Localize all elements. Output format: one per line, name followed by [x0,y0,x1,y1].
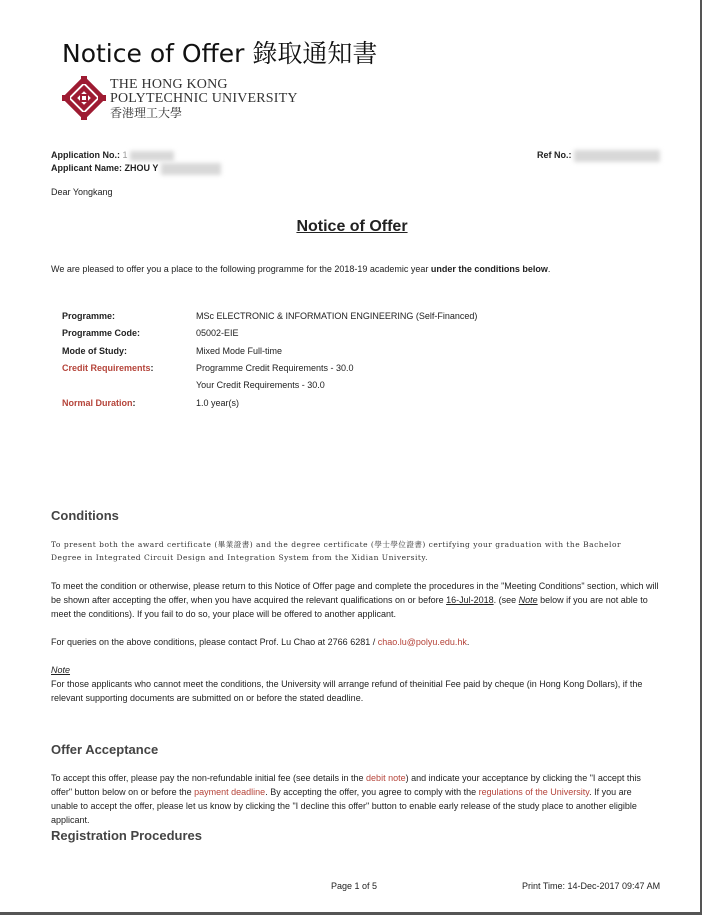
contact-email-link[interactable]: chao.lu@polyu.edu.hk [377,637,467,647]
regulations-link[interactable]: regulations of the University [478,787,590,797]
application-no-value: 1 [122,150,128,160]
intro-end: . [547,264,551,274]
normal-duration-value: 1.0 year(s) [196,398,240,408]
programme-value: MSc ELECTRONIC & INFORMATION ENGINEERING (Self-Financed) [196,311,478,321]
polyu-logo [62,76,106,120]
intro-bold: under the conditions below [430,264,548,274]
duration-colon: : [132,398,136,408]
offer-text-4: . If you are unable to accept the offer, please let us know by clicking the "I decline this offer" button to enable early release of the study place to another eligible applicant. [51,787,637,825]
conditions-text [51,538,671,564]
p1-text-c: below if you are not able to meet the conditions). If you fail to do so, your place will be offered to another applicant. [51,595,648,619]
applicant-name-value: ZHOU Y [124,163,159,173]
document-title: Notice of Offer 錄取通知書 [62,39,378,68]
conditions-heading: Conditions [51,508,119,523]
mode-of-study-value: Mixed Mode Full-time [196,346,283,356]
applicant-name [51,162,221,175]
redacted-block [574,150,660,162]
mode-of-study-label: Mode of Study: [62,346,127,356]
print-time: Print Time: 14-Dec-2017 09:47 AM [522,881,661,891]
offer-text-3: . By accepting the offer, you agree to comply with the [265,787,479,797]
university-name-line2: POLYTECHNIC UNIVERSITY [110,91,298,106]
credit-colon: : [150,363,154,373]
condition-deadline: 16-Jul-2018 [446,595,494,605]
payment-deadline-link[interactable]: payment deadline [194,787,266,797]
note-reference: Note [518,595,538,605]
normal-duration-label[interactable] [62,398,136,408]
greeting: Dear Yongkang [51,187,113,197]
redacted-block [161,163,221,175]
conditions-line1: To present both the award certificate (畢業證書) and the degree certificate (學士學位證書) certifying your graduation with the Bachelor [51,540,622,549]
redacted-block [130,151,174,161]
offer-acceptance-heading: Offer Acceptance [51,742,159,757]
meeting-conditions-paragraph [51,579,661,621]
notice-heading [0,218,704,236]
applicant-name-label: Applicant Name: [51,163,123,173]
note-text: For those applicants who cannot meet the conditions, the University will arrange refund of theinitial Fee paid by cheque (in Hong Kong Dollars), if the relevant supporting documents are submitted on or before the stated deadline. [51,679,643,703]
university-name [110,78,298,120]
application-no-label: Application No.: [51,150,120,160]
notice-heading-text: Notice of Offer [296,218,408,235]
university-name-chinese: 香港理工大學 [110,106,183,120]
debit-note-link[interactable]: debit note [366,773,406,783]
university-name-line1: THE HONG KONG [110,77,228,92]
registration-heading: Registration Procedures [51,828,202,843]
intro-paragraph [51,263,550,275]
conditions-line2: Degree in Integrated Circuit Design and Integration System from the Xidian University. [51,553,428,562]
offer-text-1: To accept this offer, please pay the non-refundable initial fee (see details in the [51,773,367,783]
p2-text-a: For queries on the above conditions, please contact Prof. Lu Chao at 2766 6281 / [51,637,378,647]
your-credit-value: Your Credit Requirements - 30.0 [196,380,325,390]
normal-duration-link[interactable]: Normal Duration [62,398,133,408]
credit-requirements-label[interactable] [62,363,154,373]
ref-no-label: Ref No.: [537,150,572,160]
offer-text-2: ) and indicate your acceptance by clicking the "I accept this offer" button below on or before the [51,773,641,797]
page-number: Page 1 of 5 [331,881,378,891]
p1-text-a: To meet the condition or otherwise, please return to this Notice of Offer page and complete the procedures in the "Meeting Conditions" section, which will be shown after accepting the offer, when you have acquired the relevant qualifications on or before [51,581,659,605]
offer-acceptance-paragraph [51,771,661,827]
p2-text-b: . [466,637,470,647]
programme-credit-value: Programme Credit Requirements - 30.0 [196,363,354,373]
programme-label: Programme: [62,311,116,321]
note-label: Note [51,665,71,675]
ref-no [537,149,660,162]
programme-code-label: Programme Code: [62,328,141,338]
p1-text-b: . (see [493,595,519,605]
programme-code-value: 05002-EIE [196,328,239,338]
application-no [51,149,174,161]
credit-requirements-link[interactable]: Credit Requirements [62,363,151,373]
queries-paragraph [51,635,661,649]
intro-text: We are pleased to offer you a place to the following programme for the 2018-19 academic year [51,264,431,274]
note-block [51,663,661,705]
